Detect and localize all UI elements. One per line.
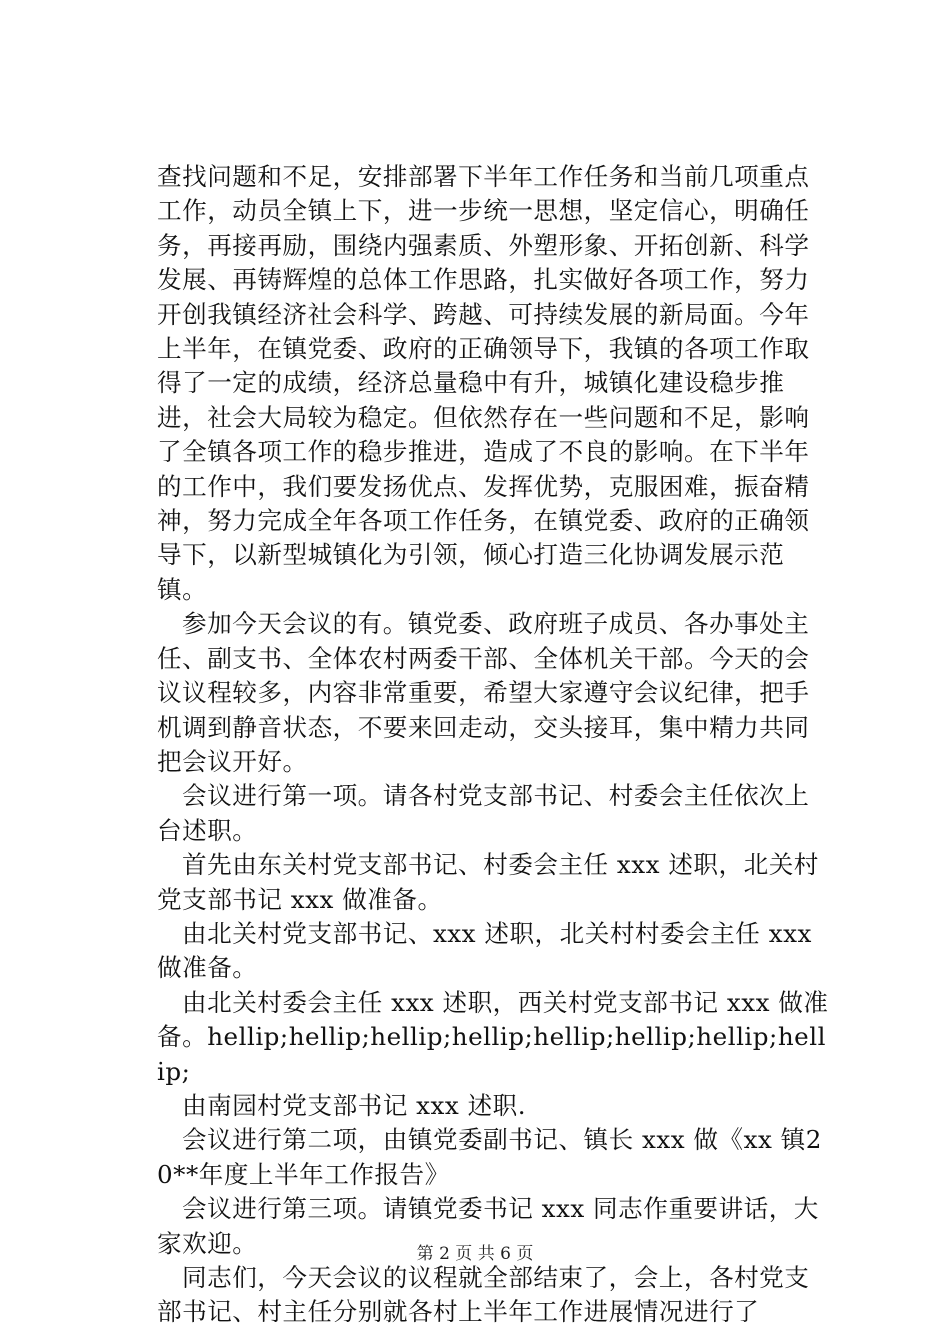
paragraph-2: 参加今天会议的有。镇党委、政府班子成员、各办事处主任、副支书、全体农村两委干部、全体机关干部。今天的会议议程较多，内容非常重要，希望大家遵守会议纪律，把手机调到静音状态，不要来回走动，交头接耳，集中精力共同把会议开好。 (157, 609, 810, 776)
paragraph-5: 由北关村党支部书记、xxx 述职，北关村村委会主任 xxx 做准备。 (157, 918, 812, 983)
paragraph-9: 会议进行第三项。请镇党委书记 xxx 同志作重要讲话，大家欢迎。 (157, 1194, 819, 1258)
document-body (157, 160, 833, 1330)
paragraph-7: 由南园村党支部书记 xxx 述职. (182, 1090, 527, 1120)
page-number-footer: 第 2 页 共 6 页 (416, 1244, 534, 1264)
paragraph-1: 查找问题和不足，安排部署下半年工作任务和当前几项重点工作，动员全镇上下，进一步统一思想，坚定信心，明确任务，再接再励，围绕内强素质、外塑形象、开拓创新、科学发展、再铸辉煌的总体工作思路，扎实做好各项工作，努力开创我镇经济社会科学、跨越、可持续发展的新局面。今年上半年，在镇党委、政府的正确领导下，我镇的各项工作取得了一定的成绩，经济总量稳中有升，城镇化建设稳步推进，社会大局较为稳定。但依然存在一些问题和不足，影响了全镇各项工作的稳步推进，造成了不良的影响。在下半年的工作中，我们要发扬优点、发挥优势，克服困难，振奋精神，努力完成全年各项工作任务，在镇党委、政府的正确领导下，以新型城镇化为引领，倾心打造三化协调发展示范镇。 (157, 162, 810, 604)
paragraph-8: 会议进行第二项，由镇党委副书记、镇长 xxx 做《xx 镇20**年度上半年工作报告》 (157, 1125, 822, 1189)
paragraph-4: 首先由东关村党支部书记、村委会主任 xxx 述职，北关村党支部书记 xxx 做准备。 (157, 850, 819, 914)
paragraph-3: 会议进行第一项。请各村党支部书记、村委会主任依次上台述职。 (157, 781, 810, 845)
paragraph-6: 由北关村委会主任 xxx 述职，西关村党支部书记 xxx 做准备。hellip;hellip;hellip;hellip;hellip;hellip;hellip;hellip; (157, 987, 829, 1086)
paragraph-10: 同志们，今天会议的议程就全部结束了，会上，各村党支部书记、村主任分别就各村上半年工作进展情况进行了 (157, 1263, 810, 1327)
